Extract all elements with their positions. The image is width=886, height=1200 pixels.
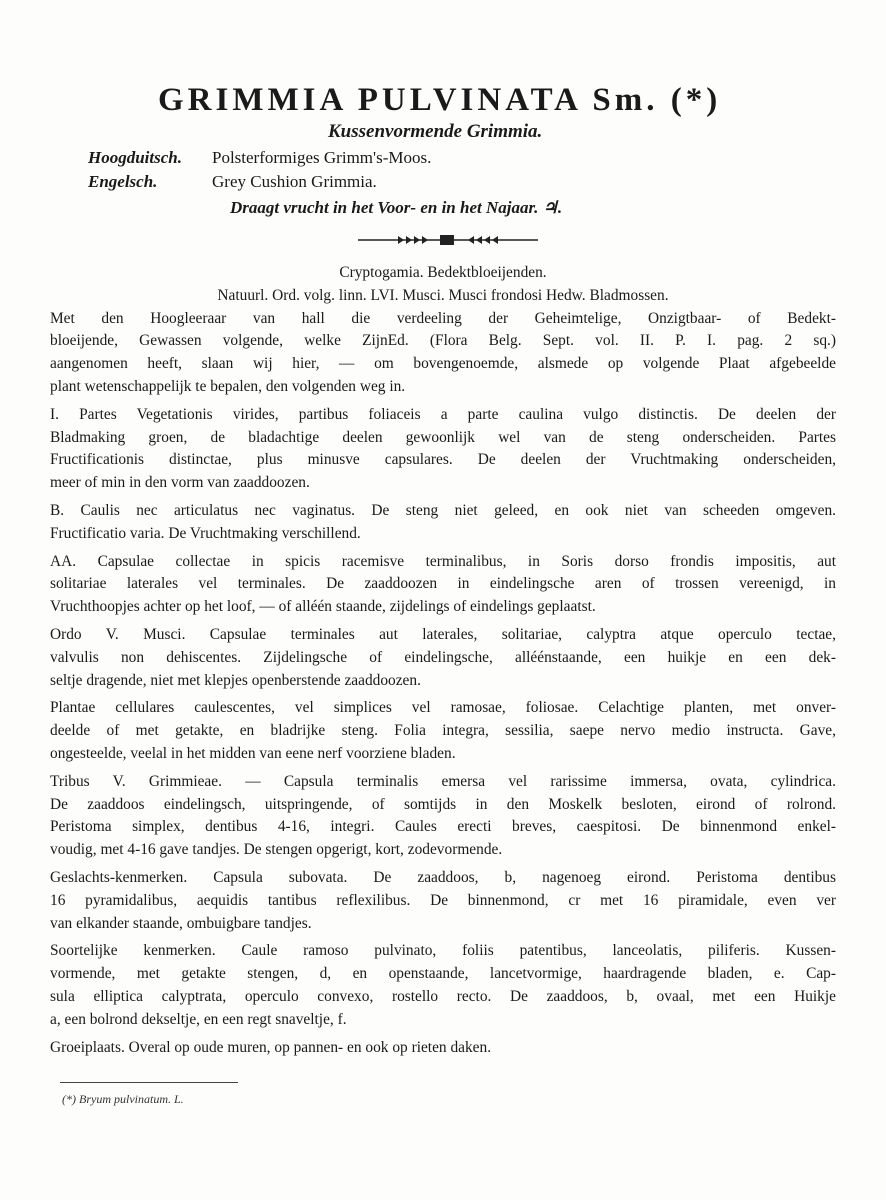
text-line: Vruchthoopjes achter op het loof, — of alléén staande, zijdelings of eindelings geplaatst.: [50, 598, 596, 616]
text-line: Cryptogamia. Bedektbloeijenden.: [339, 264, 547, 281]
text-line: Bladmaking groen, de bladachtige deelen gewoonlijk wel van de steng onderscheiden. Partes: [50, 428, 836, 446]
text-line: De zaaddoos eindelingsch, uitspringende, of somtijds in den Moskelk besloten, eirond of rolrond.: [50, 795, 836, 813]
footnote-rule: [60, 1082, 238, 1083]
ornament-divider-icon: [358, 232, 538, 248]
text-line: 16 pyramidalibus, aequidis tantibus reflexilibus. De binnenmond, cr met 16 piramidale, even ver: [50, 891, 836, 909]
text-line: sula elliptica calyptrata, operculo convexo, rostello recto. De zaaddoos, b, ovaal, met een Huikje: [50, 987, 836, 1005]
text-line: Natuurl. Ord. volg. linn. LVI. Musci. Musci frondosi Hedw. Bladmossen.: [217, 286, 669, 304]
text-line: Tribus V. Grimmieae. — Capsula terminalis emersa vel rarissime immersa, ovata, cylindrica.: [50, 772, 836, 790]
page-title: GRIMMIA PULVINATA Sm. (*): [158, 82, 722, 118]
english-name-row: [88, 172, 377, 192]
text-line: ongesteelde, veelal in het midden van eene nerf voorziene bladen.: [50, 744, 456, 762]
text-line: van elkander staande, ombuigbare tandjes.: [50, 914, 312, 932]
text-line: vormende, met getakte stengen, d, en openstaande, lancetvormige, haardragende bladen, e. Cap-: [50, 965, 836, 983]
text-line: I. Partes Vegetationis virides, partibus foliaceis a parte caulina vulgo distinctis. De deelen der: [50, 405, 836, 423]
text-line: plant wetenschappelijk te bepalen, den volgenden weg in.: [50, 377, 406, 395]
text-line: meer of min in den vorm van zaaddoozen.: [50, 474, 310, 492]
text-line: Plantae cellulares caulescentes, vel simplices vel ramosae, foliosae. Celachtige planten, met onver-: [50, 699, 836, 717]
body-text: [50, 262, 836, 1059]
text-line: Peristoma simplex, dentibus 4-16, integri. Caules erecti breves, caespitosi. De binnenmond enkel-: [50, 818, 836, 836]
text-line: AA. Capsulae collectae in spicis racemisve terminalibus, in Soris dorso frondis impositis, aut: [50, 552, 836, 570]
text-line: Groeiplaats. Overal op oude muren, op pannen- en ook op rieten daken.: [50, 1038, 492, 1056]
text-line: Fructificatio varia. De Vruchtmaking verschillend.: [50, 524, 361, 542]
text-line: aangenomen heeft, slaan wij hier, — om bovengenoemde, alsmede op volgende Plaat afgebeelde: [50, 355, 836, 373]
text-line: valvulis non dehiscentes. Zijdelingsche of eindelingsche, alléénstaande, een huikje en een dek-: [50, 648, 836, 666]
footnote: (*) Bryum pulvinatum. L.: [62, 1092, 184, 1106]
text-line: B. Caulis nec articulatus nec vaginatus. De steng niet geleed, en ook niet van scheeden omgeven.: [50, 501, 836, 519]
text-line: Ordo V. Musci. Capsulae terminales aut laterales, solitariae, calyptra atque operculo tectae,: [50, 625, 836, 643]
text-line: seltje dragende, niet met klepjes openberstende zaaddoozen.: [50, 671, 421, 689]
lang-label-english: Engelsch.: [88, 172, 158, 191]
text-line: deelde of met getakte, en bladrijke steng. Folia integra, sessilia, saepe nervo medio instructa. Gave,: [50, 722, 836, 740]
text-line: Met den Hoogleeraar van hall die verdeeling der Geheimtelige, Onzigtbaar- of Bedekt-: [50, 309, 836, 327]
text-line: Geslachts-kenmerken. Capsula subovata. De zaaddoos, b, nagenoeg eirond. Peristoma dentibus: [50, 868, 836, 886]
text-line: a, een bolrond dekseltje, en een regt snaveltje, f.: [50, 1010, 347, 1028]
lang-text-english: Grey Cushion Grimmia.: [212, 172, 377, 191]
german-name-row: [88, 148, 431, 168]
text-line: Soortelijke kenmerken. Caule ramoso pulvinato, foliis patentibus, lanceolatis, piliferis. Kussen-: [50, 942, 836, 960]
fruiting-season: Draagt vrucht in het Voor- en in het Najaar. ♃.: [230, 198, 563, 217]
lang-label-german: Hoogduitsch.: [88, 148, 182, 167]
lang-text-german: Polsterformiges Grimm's-Moos.: [212, 148, 432, 167]
text-line: Fructificationis distinctae, plus minusve capsulares. De deelen der Vruchtmaking onderscheiden,: [50, 451, 836, 469]
text-line: solitariae laterales vel terminales. De zaaddoozen in eindelingsche aren of trossen vereenigd, in: [50, 575, 836, 593]
text-line: voudig, met 4-16 gave tandjes. De stengen opgerigt, kort, zodevormende.: [50, 841, 503, 859]
text-line: bloeijende, Gewassen volgende, welke ZijnEd. (Flora Belg. Sept. vol. II. P. I. pag. 2 sq.): [50, 332, 836, 350]
dutch-name: Kussenvormende Grimmia.: [328, 121, 543, 142]
